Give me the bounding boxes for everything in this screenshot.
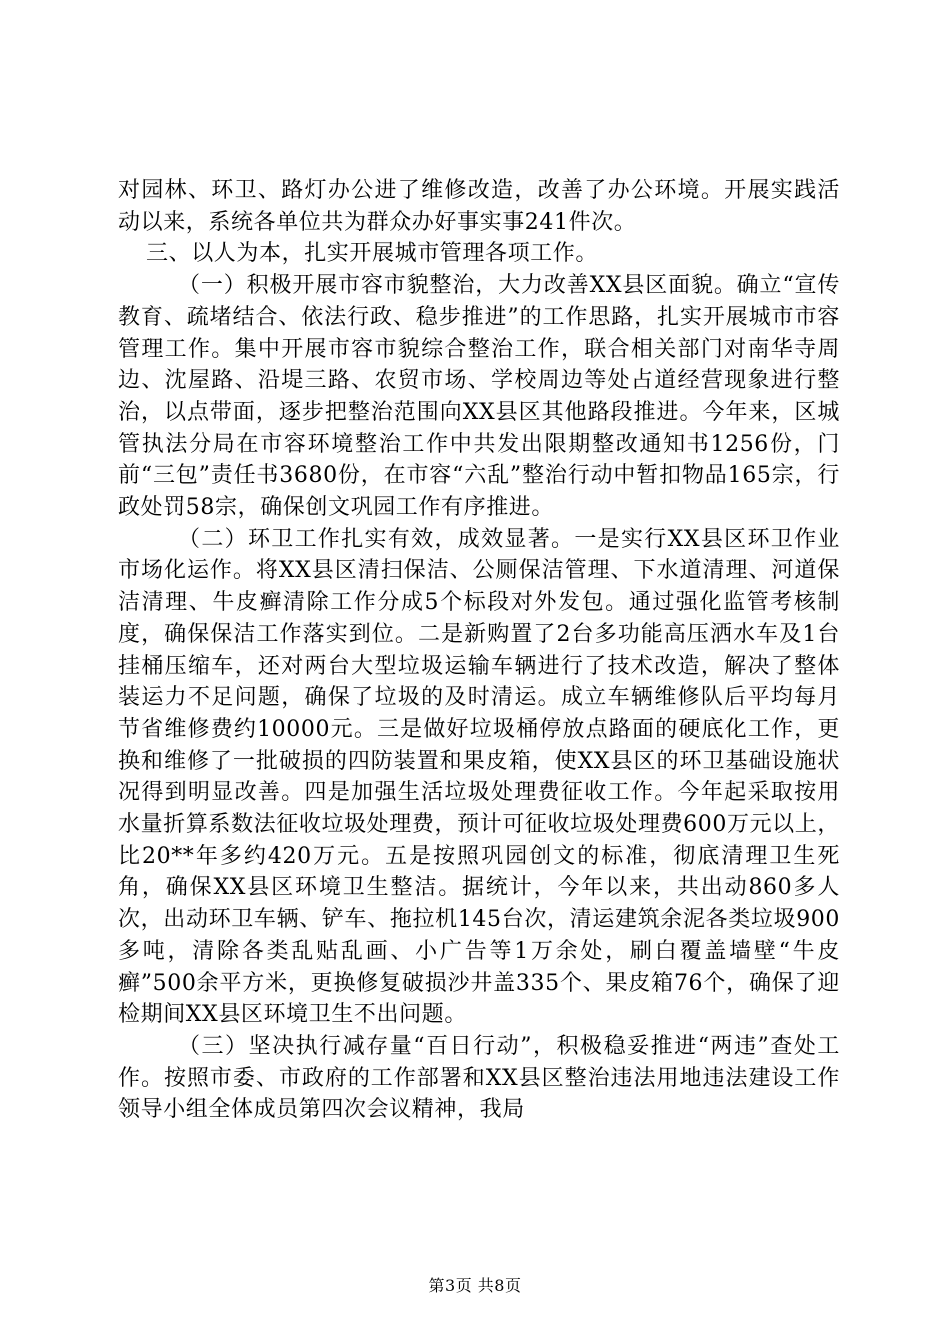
paragraph-sanitation: （二）环卫工作扎实有效，成效显著。一是实行XX县区环卫作业市场化运作。将XX县区清扫保洁、公厕保洁管理、下水道清理、河道保洁清理、牛皮癣清除工作分成5个标段对外发包。通过强化监管考核制度，确保保洁工作落实到位。二是新购置了2台多功能高压洒水车及1台挂桶压缩车，还对两台大型垃圾运输车辆进行了技术改造，解决了整体装运力不足问题，确保了垃圾的及时清运。成立车辆维修队后平均每月节省维修费约10000元。三是做好垃圾桶停放点路面的硬底化工作，更换和维修了一批破损的四防装置和果皮箱，使XX县区的环卫基础设施状况得到明显改善。四是加强生活垃圾处理费征收工作。今年起采取按用水量折算系数法征收垃圾处理费，预计可征收垃圾处理费600万元以上，比20**年多约420万元。五是按照巩园创文的标准，彻底清理卫生死角，确保XX县区环境卫生整洁。据统计，今年以来，共出动860多人次，出动环卫车辆、铲车、拖拉机145台次，清运建筑余泥各类垃圾900多吨，清除各类乱贴乱画、小广告等1万余处，刷白覆盖墙壁“牛皮癣”500余平方米，更换修复破损沙井盖335个、果皮箱76个，确保了迎检期间XX县区环境卫生不出问题。 bbox=[118, 526, 840, 1028]
paragraph-continued: 对园林、环卫、路灯办公进了维修改造，改善了办公环境。开展实践活动以来，系统各单位共为群众办好事实事241件次。 bbox=[118, 178, 840, 235]
page-number: 第3页 共8页 bbox=[428, 1276, 522, 1295]
section-heading: 三、以人为本，扎实开展城市管理各项工作。 bbox=[146, 241, 599, 267]
paragraph-illegal-construction: （三）坚决执行减存量“百日行动”，积极稳妥推进“两违”查处工作。按照市委、市政府的工作部署和XX县区整治违法用地违法建设工作领导小组全体成员第四次会议精神，我局 bbox=[118, 1033, 840, 1123]
paragraph-city-appearance: （一）积极开展市容市貌整治，大力改善XX县区面貌。确立“宣传教育、疏堵结合、依法行政、稳步推进”的工作思路，扎实开展城市市容管理工作。集中开展市容市貌综合整治工作，联合相关部门对南华寺周边、沈屋路、沿堤三路、农贸市场、学校周边等处占道经营现象进行整治，以点带面，逐步把整治范围向XX县区其他路段推进。今年来，区城管执法分局在市容环境整治工作中共发出限期整改通知书1256份，门前“三包”责任书3680份，在市容“六乱”整治行动中暂扣物品165宗，行政处罚58宗，确保创文巩园工作有序推进。 bbox=[118, 273, 840, 521]
document-body bbox=[118, 175, 840, 1126]
